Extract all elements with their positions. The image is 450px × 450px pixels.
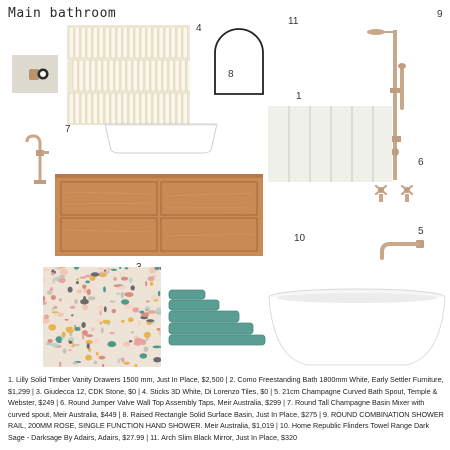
- freestanding-bath-image: [267, 287, 447, 369]
- label-1: 1: [296, 91, 302, 102]
- label-6: 6: [418, 157, 424, 168]
- product-caption: 1. Lilly Solid Timber Vanity Drawers 1500 mm, Just In Place, $2,500 | 2. Como Freestanding Bath 1800mm White, Early Settler Furniture, $1,299 | 3. Giudecca 12, CDK Stone, $0 | 4. Sticks 3D White, Di Lorenzo Tiles, $0 | 5. 21cm Champagne Curved Bath Spout, Temple & Webster, $249 | 6. Round Jumper Valve Wall Top Assembly Taps, Meir Australia, $299 | 7. Round Tall Champagne Basin Mixer with curved spout, Meir Australia, $449 | 8. Raised Rectangle Solid Surface Basin, Just In Place, $275 | 9. ROUND COMBINATION SHOWER RAIL, 200MM ROSE, SINGLE FUNCTION HAND SHOWER. Meir Australia, $1,019 | 10. Home Republic Flinders Towel Range Dark Sage - Darksage By Adairs, Adairs, $27.99 | 11. Arch Slim Black Mirror, Just In Place, $320: [8, 375, 444, 442]
- label-9: 9: [437, 9, 443, 20]
- towel-stack-image: [167, 288, 267, 346]
- label-5: 5: [418, 226, 424, 237]
- label-10: 10: [294, 233, 306, 244]
- basin-image: [103, 122, 219, 154]
- valve-taps-image: [370, 180, 420, 206]
- terrazzo-tile-image: [43, 267, 161, 367]
- bath-spout-image: [378, 236, 426, 262]
- label-8: 8: [228, 69, 234, 80]
- label-11: 11: [288, 16, 299, 27]
- timber-vanity-image: [55, 174, 263, 256]
- basin-mixer-image: [24, 130, 54, 185]
- finger-tile-image: [67, 25, 190, 125]
- label-7: 7: [65, 124, 71, 135]
- vj-panel-image: [268, 106, 392, 182]
- arch-mirror-image: [213, 27, 265, 95]
- wall-light-image: [12, 55, 58, 93]
- board-title: Main bathroom: [8, 6, 117, 21]
- label-4: 4: [196, 23, 202, 34]
